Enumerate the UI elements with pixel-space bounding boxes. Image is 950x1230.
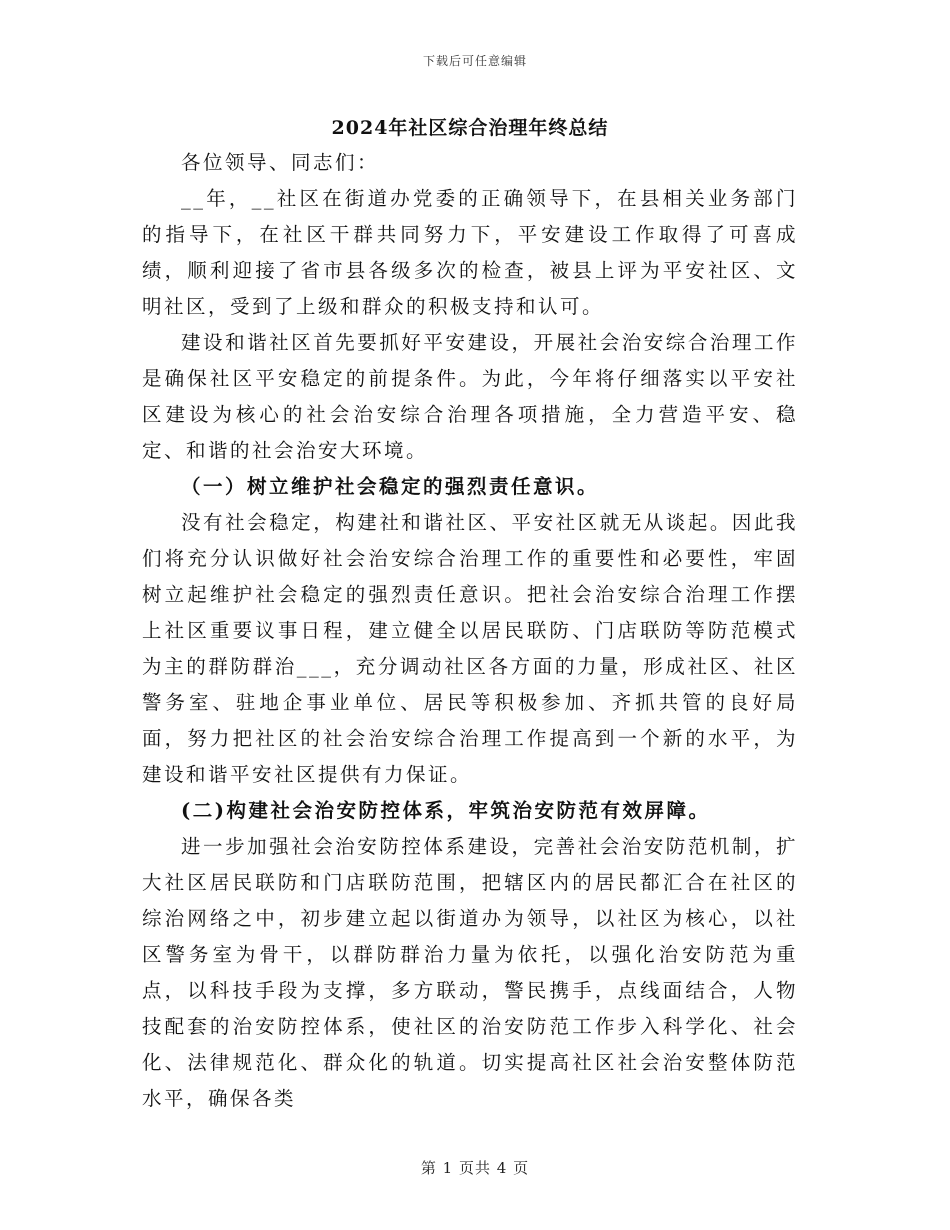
- paragraph-overview: 建设和谐社区首先要抓好平安建设，开展社会治安综合治理工作是确保社区平安稳定的前提条件。为此，今年将仔细落实以平安社区建设为核心的社会治安综合治理各项措施，全力营造平安、稳定、和谐的社会治安大环境。: [142, 331, 798, 462]
- page-header: 下载后可任意编辑: [422, 54, 527, 68]
- section-heading-1: （一）树立维护社会稳定的强烈责任意识。: [181, 475, 600, 498]
- document-title: 2024年社区综合治理年终总结: [331, 117, 609, 139]
- section-heading-2: (二)构建社会治安防控体系，牢筑治安防范有效屏障。: [181, 799, 711, 822]
- paragraph-intro: __年，__社区在街道办党委的正确领导下，在县相关业务部门的指导下，在社区干群共同努力下，平安建设工作取得了可喜成绩，顺利迎接了省市县各级多次的检查，被县上评为平安社区、文明社区，受到了上级和群众的积极支持和认可。: [142, 187, 798, 318]
- section-body-1: 没有社会稳定，构建社和谐社区、平安社区就无从谈起。因此我们将充分认识做好社会治安综合治理工作的重要性和必要性，牢固树立起维护社会稳定的强烈责任意识。把社会治安综合治理工作摆上社区重要议事日程，建立健全以居民联防、门店联防等防范模式为主的群防群治___，充分调动社区各方面的力量，形成社区、社区警务室、驻地企事业单位、居民等积极参加、齐抓共管的良好局面，努力把社区的社会治安综合治理工作提高到一个新的水平，为建设和谐平安社区提供有力保证。: [142, 511, 798, 786]
- section-body-2: 进一步加强社会治安防控体系建设，完善社会治安防范机制，扩大社区居民联防和门店联防范围，把辖区内的居民都汇合在社区的综治网络之中，初步建立起以街道办为领导，以社区为核心，以社区警务室为骨干，以群防群治力量为依托，以强化治安防范为重点，以科技手段为支撑，多方联动，警民携手，点线面结合，人物技配套的治安防控体系，使社区的治安防范工作步入科学化、社会化、法律规范化、群众化的轨道。切实提高社区社会治安整体防范水平，确保各类: [142, 835, 798, 1110]
- page-footer: 第 1 页共 4 页: [420, 1159, 530, 1177]
- salutation: 各位领导、同志们：: [181, 151, 380, 174]
- document-body: [142, 113, 798, 1117]
